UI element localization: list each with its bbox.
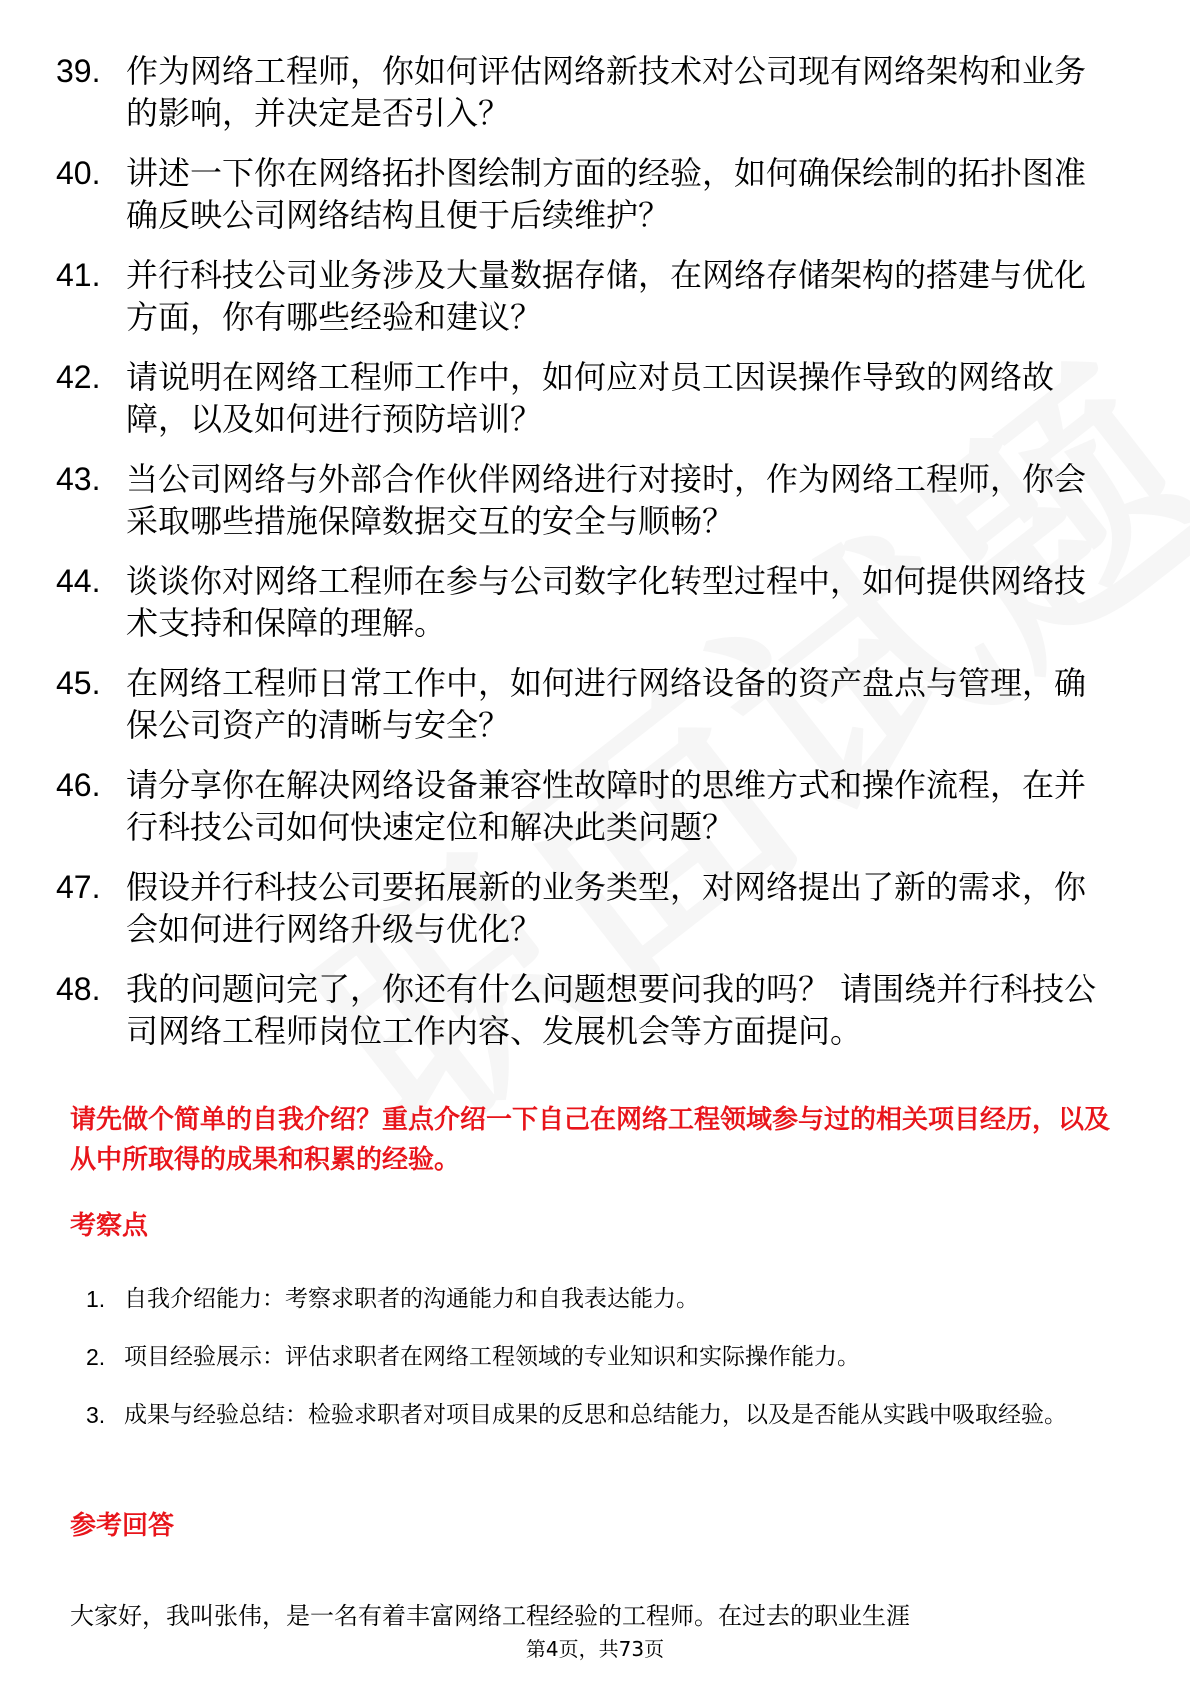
question-number: 40. xyxy=(56,155,101,191)
question-item xyxy=(0,764,1190,848)
point-number: 1. xyxy=(86,1286,106,1312)
question-text: 作为网络工程师，你如何评估网络新技术对公司现有网络架构和业务的影响，并决定是否引入？ xyxy=(126,52,1087,132)
question-number: 44. xyxy=(56,563,101,599)
examination-point xyxy=(0,1270,1190,1328)
highlight-question: 请先做个简单的自我介绍？重点介绍一下自己在网络工程领域参与过的相关项目经历，以及从中所取得的成果和积累的经验。 xyxy=(70,1105,1111,1175)
question-text: 请说明在网络工程师工作中，如何应对员工因误操作导致的网络故障，以及如何进行预防培训？ xyxy=(126,358,1055,438)
question-item xyxy=(0,968,1190,1052)
question-number: 39. xyxy=(56,53,101,89)
question-item xyxy=(0,254,1190,338)
question-number: 48. xyxy=(56,971,101,1007)
examination-point xyxy=(0,1386,1190,1444)
question-number: 45. xyxy=(56,665,101,701)
question-list xyxy=(0,50,1190,1070)
point-text: 自我介绍能力：考察求职者的沟通能力和自我表达能力。 xyxy=(124,1286,699,1312)
examination-points-list xyxy=(0,1270,1190,1444)
question-number: 46. xyxy=(56,767,101,803)
question-item xyxy=(0,662,1190,746)
examination-point xyxy=(0,1328,1190,1386)
question-text: 当公司网络与外部合作伙伴网络进行对接时，作为网络工程师，你会采取哪些措施保障数据交互的安全与顺畅？ xyxy=(126,460,1087,540)
question-text: 并行科技公司业务涉及大量数据存储，在网络存储架构的搭建与优化方面，你有哪些经验和建议？ xyxy=(126,256,1087,336)
point-number: 2. xyxy=(86,1344,106,1370)
examination-points-title: 考察点 xyxy=(70,1211,149,1241)
question-text: 谈谈你对网络工程师在参与公司数字化转型过程中，如何提供网络技术支持和保障的理解。 xyxy=(126,562,1087,642)
question-item xyxy=(0,152,1190,236)
reference-answer-title: 参考回答 xyxy=(70,1511,175,1541)
question-item xyxy=(0,560,1190,644)
point-number: 3. xyxy=(86,1402,106,1428)
question-text: 假设并行科技公司要拓展新的业务类型，对网络提出了新的需求，你会如何进行网络升级与优化？ xyxy=(126,868,1087,948)
point-text: 项目经验展示：评估求职者在网络工程领域的专业知识和实际操作能力。 xyxy=(124,1344,860,1370)
question-item xyxy=(0,50,1190,134)
point-text: 成果与经验总结：检验求职者对项目成果的反思和总结能力，以及是否能从实践中吸取经验。 xyxy=(124,1402,1067,1428)
question-number: 43. xyxy=(56,461,101,497)
question-item xyxy=(0,458,1190,542)
question-number: 41. xyxy=(56,257,101,293)
question-item xyxy=(0,356,1190,440)
question-number: 42. xyxy=(56,359,101,395)
question-text: 请分享你在解决网络设备兼容性故障时的思维方式和操作流程，在并行科技公司如何快速定位和解决此类问题？ xyxy=(126,766,1087,846)
page-footer: 第4页，共73页 xyxy=(525,1637,665,1661)
question-text: 我的问题问完了，你还有什么问题想要问我的吗？ 请围绕并行科技公司网络工程师岗位工作内容、发展机会等方面提问。 xyxy=(126,970,1097,1050)
question-item xyxy=(0,866,1190,950)
reference-answer-text: 大家好，我叫张伟，是一名有着丰富网络工程经验的工程师。在过去的职业生涯 xyxy=(70,1602,910,1630)
question-number: 47. xyxy=(56,869,101,905)
question-text: 在网络工程师日常工作中，如何进行网络设备的资产盘点与管理，确保公司资产的清晰与安全？ xyxy=(126,664,1087,744)
question-text: 讲述一下你在网络拓扑图绘制方面的经验，如何确保绘制的拓扑图准确反映公司网络结构且便于后续维护？ xyxy=(126,154,1087,234)
